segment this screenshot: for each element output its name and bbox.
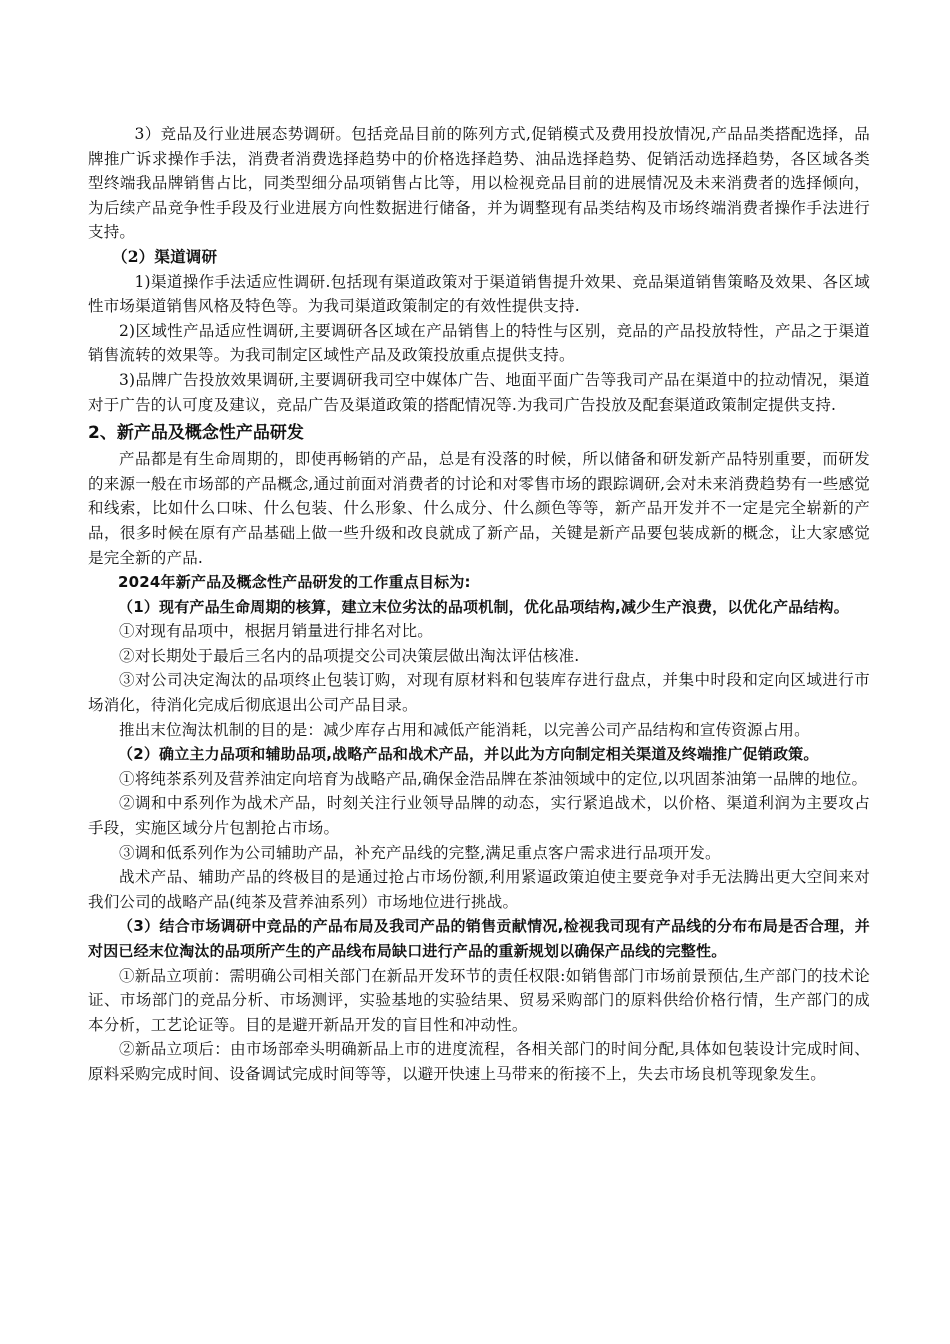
goal-2-heading: （2）确立主力品项和辅助品项,战略产品和战术产品，并以此为方向制定相关渠道及终端推广促销政策。 bbox=[118, 745, 819, 764]
goal-2-step-1: ①将纯茶系列及营养油定向培育为战略产品,确保金浩品牌在茶油领域中的定位,以巩固茶油第一品牌的地位。 bbox=[119, 769, 868, 788]
paragraph-channel-3: 3)品牌广告投放效果调研,主要调研我司空中媒体广告、地面平面广告等我司产品在渠道中的拉动情况，渠道对于广告的认可度及建议，竞品广告及渠道政策的搭配情况等.为我司广告投放及配套渠道政策制定提供支持. bbox=[88, 370, 870, 414]
paragraph-channel-2: 2)区域性产品适应性调研,主要调研各区域在产品销售上的特性与区别，竞品的产品投放特性，产品之于渠道销售流转的效果等。为我司制定区域性产品及政策投放重点提供支持。 bbox=[88, 321, 870, 365]
paragraph-2024-goals: 2024年新产品及概念性产品研发的工作重点目标为: bbox=[118, 573, 471, 592]
goal-2-step-2: ②调和中系列作为战术产品，时刻关注行业领导品牌的动态，实行紧追战术，以价格、渠道利润为主要攻占手段，实施区域分片包割抢占市场。 bbox=[88, 794, 870, 838]
goal-1-heading: （1）现有产品生命周期的核算，建立末位劣汰的品项机制，优化品项结构,减少生产浪费，以优化产品结构。 bbox=[118, 597, 849, 616]
goal-3-heading: （3）结合市场调研中竞品的产品布局及我司产品的销售贡献情况,检视我司现有产品线的分布布局是否合理，并对因已经末位淘汰的品项所产生的产品线布局缺口进行产品的重新规划以确保产品线的完整性。 bbox=[88, 917, 870, 960]
goal-1-purpose: 推出末位淘汰机制的目的是：减少库存占用和减低产能消耗，以完善公司产品结构和宣传资源占用。 bbox=[119, 720, 810, 739]
goal-3-step-1: ①新品立项前：需明确公司相关部门在新品开发环节的责任权限:如销售部门市场前景预估,生产部门的技术论证、市场部门的竞品分析、市场测评，实验基地的实验结果、贸易采购部门的原料供给价格行情，生产部门的成本分析，工艺论证等。目的是避开新品开发的盲目性和冲动性。 bbox=[88, 966, 870, 1034]
goal-1-step-2: ②对长期处于最后三名内的品项提交公司决策层做出淘汰评估核准. bbox=[119, 646, 580, 665]
section-heading-new-products: 2、新产品及概念性产品研发 bbox=[88, 423, 304, 444]
paragraph-product-lifecycle: 产品都是有生命周期的，即使再畅销的产品，总是有没落的时候，所以储备和研发新产品特别重要，而研发的来源一般在市场部的产品概念,通过前面对消费者的讨论和对零售市场的跟踪调研,会对未来消费趋势有一些感觉和线索，比如什么口味、什么包装、什么形象、什么成分、什么颜色等等，新产品开发并不一定是完全崭新的产品，很多时候在原有产品基础上做一些升级和改良就成了新产品，关键是新产品要包装成新的概念，让大家感觉是完全新的产品. bbox=[88, 450, 870, 567]
paragraph-competitor-research: 3）竞品及行业进展态势调研。包括竞品目前的陈列方式,促销模式及费用投放情况,产品品类搭配选择，品牌推广诉求操作手法，消费者消费选择趋势中的价格选择趋势、油品选择趋势、促销活动选择趋势，各区域各类型终端我品牌销售占比，同类型细分品项销售占比等，用以检视竞品目前的进展情况及未来消费者的选择倾向，为后续产品竞争性手段及行业进展方向性数据进行储备，并为调整现有品类结构及市场终端消费者操作手法进行支持。 bbox=[88, 125, 870, 242]
goal-1-step-1: ①对现有品项中，根据月销量进行排名对比。 bbox=[119, 622, 434, 641]
subheading-channel-research: （2）渠道调研 bbox=[112, 246, 218, 266]
goal-3-step-2: ②新品立项后：由市场部牵头明确新品上市的进度流程，各相关部门的时间分配,具体如包装设计完成时间、原料采购完成时间、设备调试完成时间等等，以避开快速上马带来的衔接不上，失去市场良机等现象发生。 bbox=[88, 1040, 870, 1083]
goal-2-purpose: 战术产品、辅助产品的终极目的是通过抢占市场份额,利用紧逼政策迫使主要竞争对手无法腾出更大空间来对我们公司的战略产品(纯茶及营养油系列）市场地位进行挑战。 bbox=[88, 868, 870, 911]
paragraph-channel-1: 1)渠道操作手法适应性调研.包括现有渠道政策对于渠道销售提升效果、竞品渠道销售策略及效果、各区域性市场渠道销售风格及特色等。为我司渠道政策制定的有效性提供支持. bbox=[88, 272, 870, 316]
goal-1-step-3: ③对公司决定淘汰的品项终止包装订购，对现有原材料和包装库存进行盘点，并集中时段和定向区域进行市场消化，待消化完成后彻底退出公司产品目录。 bbox=[88, 671, 870, 715]
goal-2-step-3: ③调和低系列作为公司辅助产品，补充产品线的完整,满足重点客户需求进行品项开发。 bbox=[119, 843, 721, 862]
